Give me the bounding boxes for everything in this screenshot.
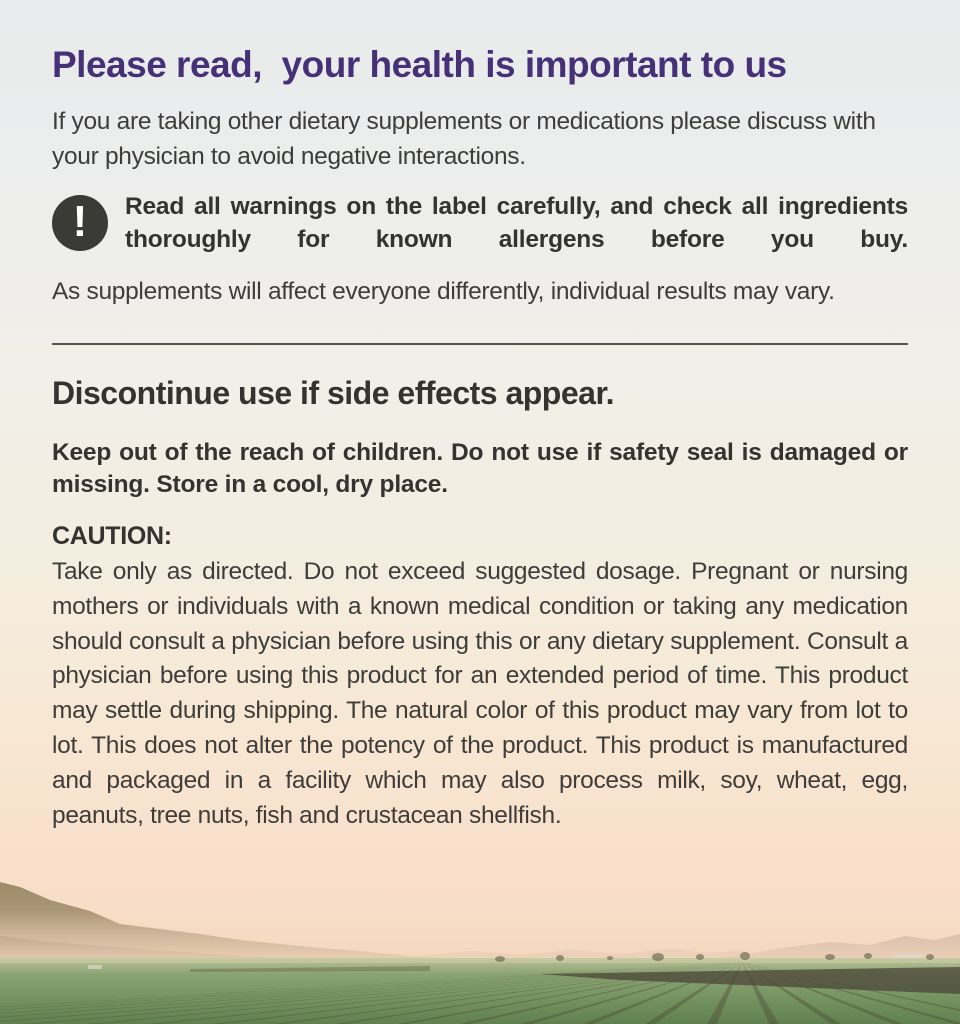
page-title: Please read, your health is important to us bbox=[52, 44, 787, 85]
warning-callout bbox=[52, 190, 908, 256]
horizon-haze bbox=[0, 910, 960, 962]
horizon-light-strip bbox=[0, 958, 960, 963]
caution-text: Take only as directed. Do not exceed suggested dosage. Pregnant or nursing mothers or individuals with a known medical condition or taking any medication should consult a physician before using this or any dietary supplement. Consult a physician before using this product for an extended period of time. This product may settle during shipping. The natural color of this product may vary from lot to lot. This does not alter the potency of the product. This product is manufactured and packaged in a facility which may also process milk, soy, wheat, egg, peanuts, tree nuts, fish and crustacean shellfish. bbox=[52, 558, 908, 829]
divider bbox=[52, 343, 908, 345]
results-note: As supplements will affect everyone differently, individual results may vary. bbox=[52, 278, 835, 305]
section-heading: Discontinue use if side effects appear. bbox=[52, 375, 615, 411]
farm-field-photo bbox=[0, 854, 960, 1024]
exclamation-circle-icon bbox=[52, 195, 108, 251]
warning-callout-text: Read all warnings on the label carefully, and check all ingredients thoroughly for known allergens before you buy. bbox=[125, 193, 908, 253]
intro-text: If you are taking other dietary supplements or medications please discuss with your physician to avoid negative interactions. bbox=[52, 108, 876, 170]
caution-label: CAUTION: bbox=[52, 522, 172, 550]
storage-warning-text: Keep out of the reach of children. Do not use if safety seal is damaged or missing. Store in a cool, dry place. bbox=[52, 439, 908, 498]
exclamation-glyph: ! bbox=[72, 197, 88, 246]
